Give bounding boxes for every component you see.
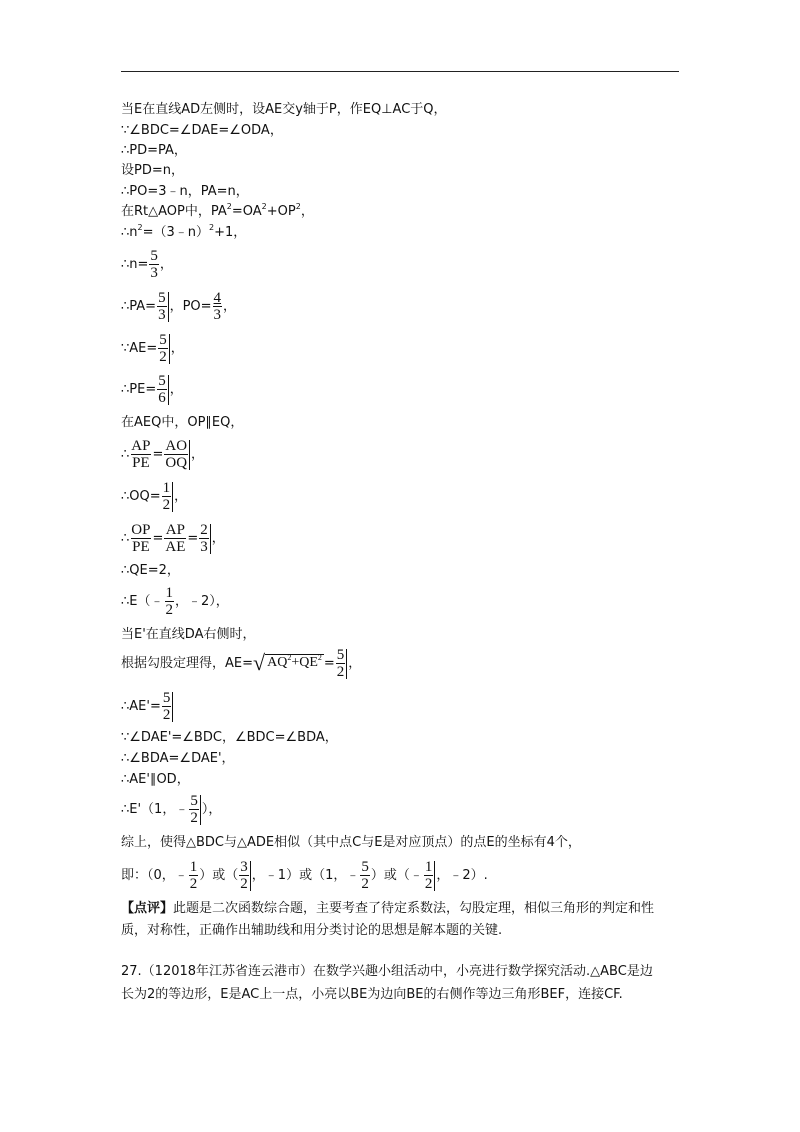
line-25: 综上，使得△BDC与△ADE相似（其中点C与E是对应顶点）的点E的坐标有4个， — [121, 835, 581, 850]
line-28: 质，对称性，正确作出辅助线和用分类讨论的思想是解本题的关键. — [121, 923, 503, 938]
fraction: $\frac{1}{2}$ — [162, 480, 171, 513]
line-15: ∴ $\frac{OP}{PE}$ = $\frac{AP}{AE}$ = $\frac{2}{3}$ ， — [121, 522, 225, 555]
fraction: $\frac{AO}{OQ}$ — [165, 438, 188, 471]
fraction: $\frac{5}{6}$ — [158, 373, 166, 406]
fraction: $\frac{5}{2}$ — [159, 332, 167, 365]
header-rule — [121, 71, 679, 72]
line-11: ∴PE= $\frac{5}{6}$ ， — [121, 373, 183, 406]
fraction: $\frac{5}{2}$ — [162, 690, 171, 723]
line-13: ∴ $\frac{AP}{PE}$ = $\frac{AO}{OQ}$ ， — [121, 438, 205, 471]
line-8: ∴n= $\frac{5}{3}$ ， — [121, 248, 173, 281]
fraction: $\frac{AP}{AE}$ — [165, 522, 186, 555]
line-2: ∵∠BDC=∠DAE=∠ODA， — [121, 123, 283, 138]
fraction: $\frac{4}{3}$ — [213, 290, 222, 323]
fraction: $\frac{5}{2}$ — [336, 647, 345, 680]
line-19: 根据勾股定理得，AE=√ $AQ^2+QE^2$ = $\frac{5}{2}$ ， — [121, 647, 362, 680]
line-9: ∴PA= $\frac{5}{3}$ ，PO= $\frac{4}{3}$ ， — [121, 290, 237, 323]
line-6: 在Rt△AOP中，$PA^2=OA^2+OP^2$， — [121, 202, 314, 219]
line-27: 【点评】此题是二次函数综合题，主要考查了待定系数法，勾股定理，相似三角形的判定和性 — [121, 901, 655, 916]
line-5: ∴PO=3﹣n，PA=n， — [121, 184, 249, 199]
question-27-line-2: 长为2的等边形，E是AC上一点，小亮以BE为边向BE的右侧作等边三角形BEF，连接CF. — [121, 987, 623, 1002]
fraction: $\frac{1}{2}$ — [424, 859, 433, 892]
line-10: ∵AE= $\frac{5}{2}$ ， — [121, 332, 184, 365]
line-7: $\therefore n^2=(3﹣n)^2+1$， — [121, 223, 247, 240]
question-27-line-1: 27.（12018年江苏省连云港市）在数学兴趣小组活动中，小亮进行数学探究活动.△ABC是边 — [121, 964, 653, 979]
line-14: ∴OQ= $\frac{1}{2}$ ， — [121, 480, 188, 513]
line-20: ∴AE'= $\frac{5}{2}$ — [121, 690, 174, 723]
line-23: ∴AE'∥OD， — [121, 772, 190, 787]
fraction: $\frac{1}{2}$ — [165, 585, 173, 618]
fraction: $\frac{3}{2}$ — [240, 859, 248, 892]
line-3: ∴PD=PA， — [121, 143, 187, 158]
line-4: 设PD=n， — [121, 163, 184, 178]
line-22: ∴∠BDA=∠DAE'， — [121, 751, 235, 766]
line-21: ∵∠DAE'=∠BDC，∠BDC=∠BDA， — [121, 730, 338, 745]
fraction: $\frac{5}{2}$ — [361, 859, 369, 892]
fraction: $\frac{5}{3}$ — [158, 290, 166, 323]
fraction: $\frac{1}{2}$ — [189, 859, 198, 892]
line-18: 当E'在直线DA右侧时， — [121, 627, 256, 642]
fraction: $\frac{5}{2}$ — [190, 793, 198, 826]
fraction: $\frac{5}{3}$ — [150, 248, 158, 281]
line-1: 当E在直线AD左侧时，设AE交y轴于P，作EQ⊥AC于Q， — [121, 102, 447, 117]
fraction: $\frac{2}{3}$ — [200, 522, 208, 555]
square-root: √ $AQ^2+QE^2$ — [253, 650, 322, 676]
line-24: ∴E'（1，﹣ $\frac{5}{2}$ ）， — [121, 793, 222, 826]
fraction: $\frac{OP}{PE}$ — [131, 522, 151, 555]
fraction: $\frac{AP}{PE}$ — [131, 438, 151, 471]
line-17: ∴E（﹣ $\frac{1}{2}$ ，﹣2）， — [121, 585, 229, 618]
line-26: 即：（0，﹣ $\frac{1}{2}$ ）或（ $\frac{3}{2}$ ，﹣1）或（1，﹣ $\frac{5}{2}$ ）或（﹣ $\frac{1}{2}$ ，﹣2）. — [121, 859, 488, 892]
line-12: 在AEQ中，OP∥EQ， — [121, 415, 244, 430]
line-16: ∴QE=2， — [121, 563, 180, 578]
